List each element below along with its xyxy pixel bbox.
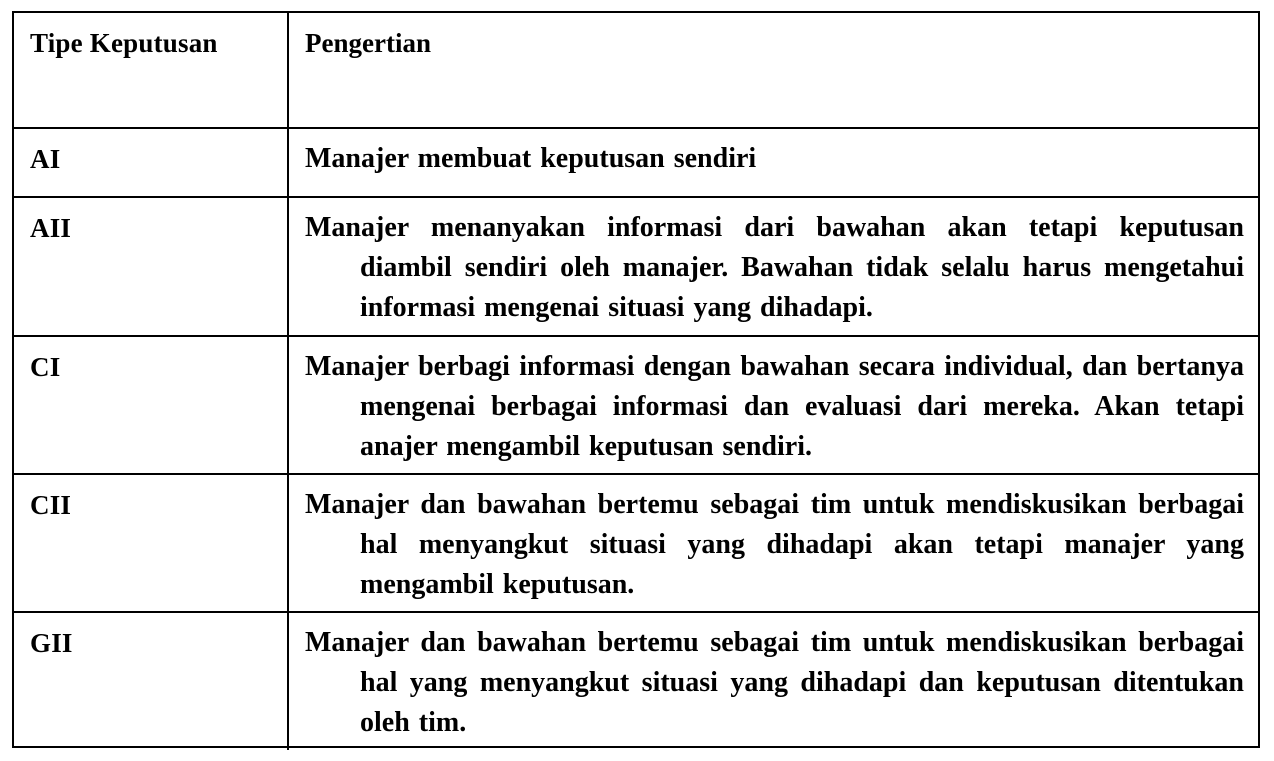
header-type-label: Tipe Keputusan xyxy=(30,28,218,58)
table-row xyxy=(14,128,1258,197)
definition-text: Manajer berbagi informasi dengan bawahan secara individual, dan bertanya mengenai berbagai informasi dan evaluasi dari mereka. Akan tetapi anajer mengambil keputusan sendiri. xyxy=(305,351,1244,462)
decision-type-table xyxy=(14,13,1258,750)
type-cell xyxy=(14,474,288,612)
table-header-row xyxy=(14,13,1258,128)
table-row xyxy=(14,336,1258,474)
type-code: GII xyxy=(30,628,73,658)
definition-text: Manajer menanyakan informasi dari bawahan akan tetapi keputusan diambil sendiri oleh manajer. Bawahan tidak selalu harus mengetahui informasi mengenai situasi yang dihadapi. xyxy=(305,212,1244,323)
type-cell xyxy=(14,197,288,336)
definition-cell xyxy=(288,128,1258,197)
table-row xyxy=(14,197,1258,336)
type-cell xyxy=(14,128,288,197)
type-code: CI xyxy=(30,352,61,382)
definition-cell xyxy=(288,336,1258,474)
header-cell-type xyxy=(14,13,288,128)
definition-cell xyxy=(288,474,1258,612)
table-row xyxy=(14,474,1258,612)
definition-text: Manajer dan bawahan bertemu sebagai tim untuk mendiskusikan berbagai hal menyangkut situasi yang dihadapi akan tetapi manajer yang mengambil keputusan. xyxy=(305,489,1244,600)
table-row xyxy=(14,612,1258,750)
type-code: CII xyxy=(30,490,72,520)
header-cell-definition xyxy=(288,13,1258,128)
type-code: AII xyxy=(30,213,72,243)
decision-type-table-container xyxy=(12,11,1260,748)
definition-text: Manajer dan bawahan bertemu sebagai tim untuk mendiskusikan berbagai hal yang menyangkut situasi yang dihadapi dan keputusan ditentukan oleh tim. xyxy=(305,627,1244,738)
definition-cell xyxy=(288,197,1258,336)
header-definition-label: Pengertian xyxy=(305,28,431,58)
type-code: AI xyxy=(30,144,61,174)
definition-text: Manajer membuat keputusan sendiri xyxy=(305,143,757,174)
type-cell xyxy=(14,612,288,750)
definition-cell xyxy=(288,612,1258,750)
type-cell xyxy=(14,336,288,474)
